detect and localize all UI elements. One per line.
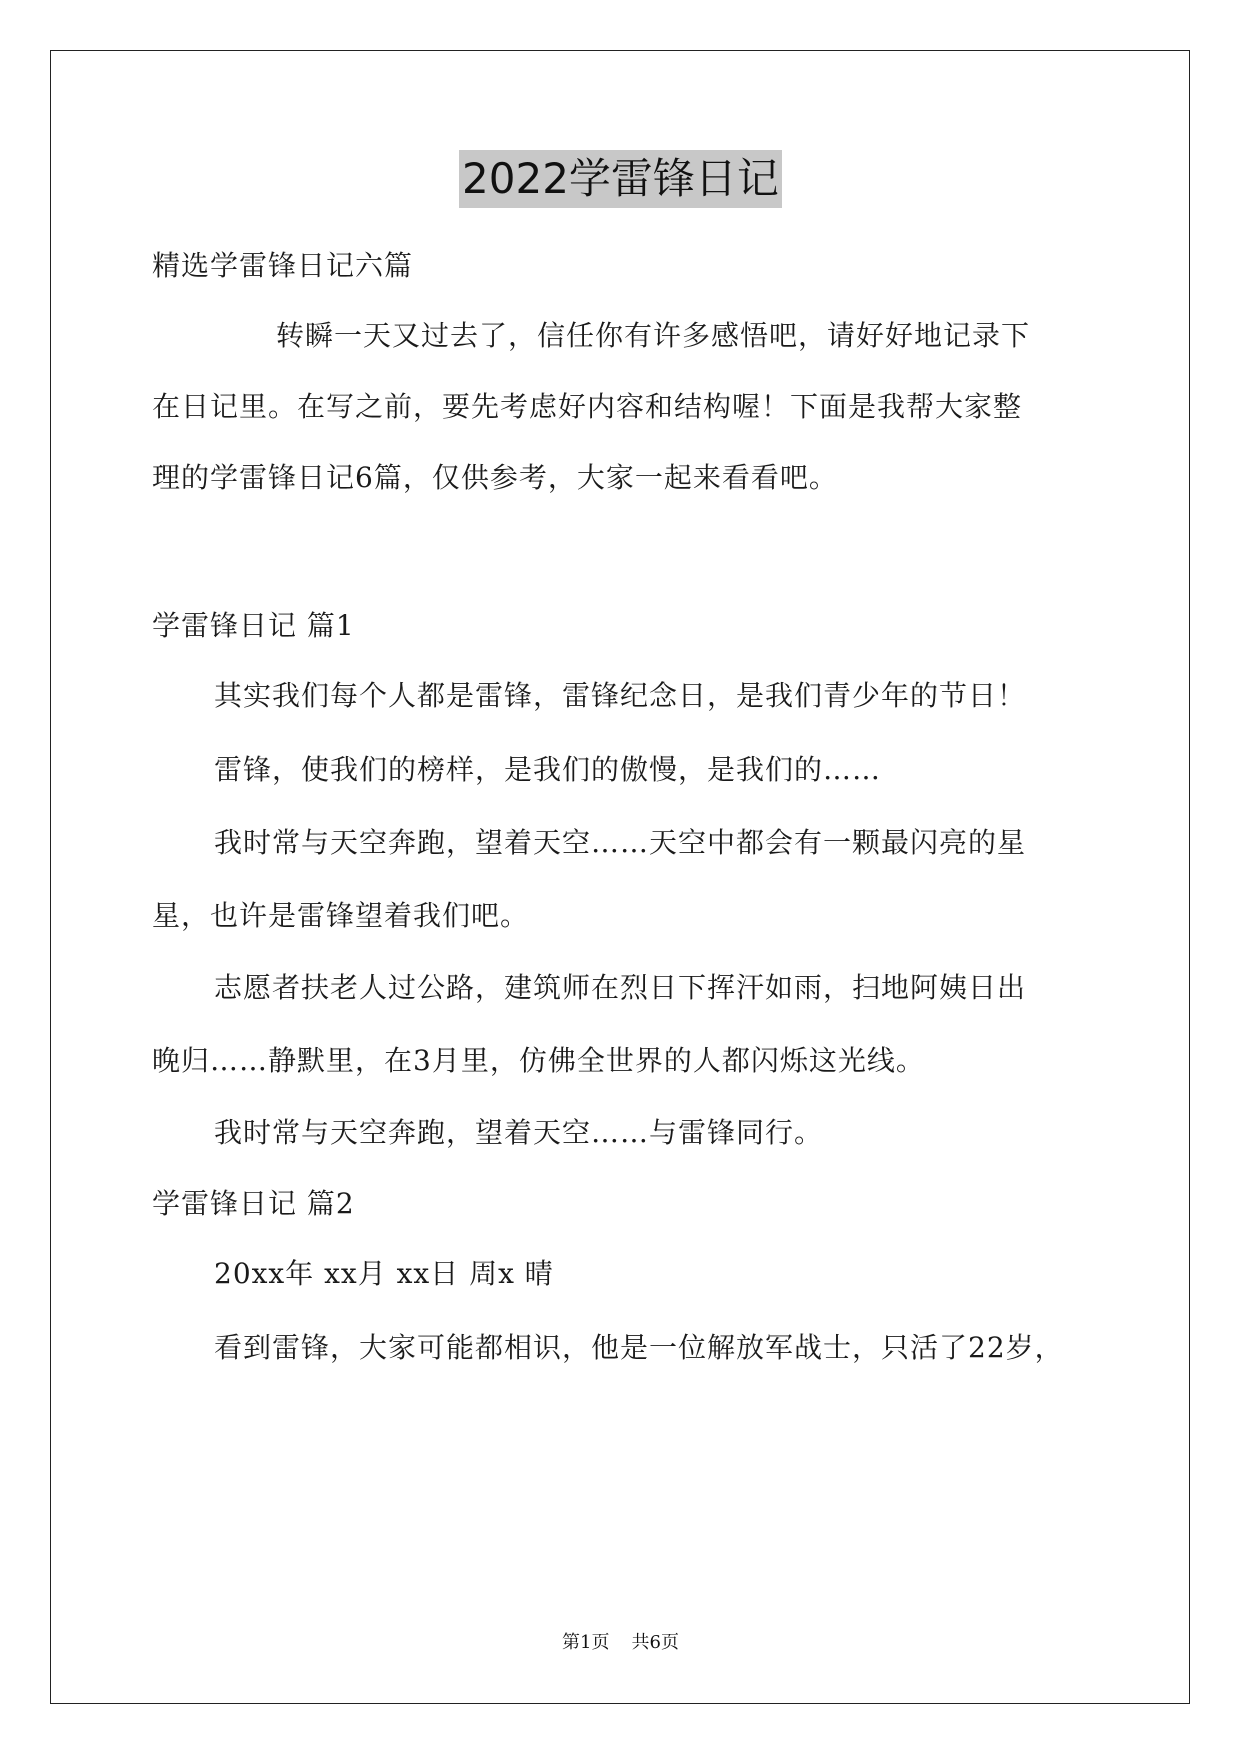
document-title: 2022学雷锋日记 xyxy=(459,150,782,208)
section-heading: 学雷锋日记 篇1 xyxy=(152,609,355,642)
paragraph-line: 星，也许是雷锋望着我们吧。 xyxy=(152,899,530,932)
intro-line: 在日记里。在写之前，要先考虑好内容和结构喔！下面是我帮大家整 xyxy=(152,390,1023,423)
paragraph-line: 看到雷锋，大家可能都相识，他是一位解放军战士，只活了22岁， xyxy=(214,1331,1064,1364)
page-number-current: 第1页 xyxy=(562,1632,610,1653)
paragraph-line: 我时常与天空奔跑，望着天空……与雷锋同行。 xyxy=(214,1116,824,1149)
paragraph-line: 其实我们每个人都是雷锋，雷锋纪念日，是我们青少年的节日！ xyxy=(214,679,1027,712)
paragraph-line: 雷锋，使我们的榜样，是我们的傲慢，是我们的…… xyxy=(214,753,882,786)
paragraph-line: 晚归……静默里，在3月里，仿佛全世界的人都闪烁这光线。 xyxy=(152,1044,925,1077)
page-border xyxy=(50,50,1190,1704)
paragraph-line: 志愿者扶老人过公路，建筑师在烈日下挥汗如雨，扫地阿姨日出 xyxy=(214,971,1027,1004)
paragraph-line: 我时常与天空奔跑，望着天空……天空中都会有一颗最闪亮的星 xyxy=(214,826,1027,859)
title-container xyxy=(0,150,1241,208)
intro-line: 理的学雷锋日记6篇，仅供参考，大家一起来看看吧。 xyxy=(152,461,838,494)
date-weather-line: 20xx年 xx月 xx日 周x 晴 xyxy=(214,1257,554,1290)
document-subtitle: 精选学雷锋日记六篇 xyxy=(152,249,414,282)
page-footer xyxy=(0,1631,1241,1655)
page-number-total: 共6页 xyxy=(631,1632,679,1653)
section-heading: 学雷锋日记 篇2 xyxy=(152,1187,355,1220)
intro-line: 转瞬一天又过去了，信任你有许多感悟吧，请好好地记录下 xyxy=(276,319,1031,352)
